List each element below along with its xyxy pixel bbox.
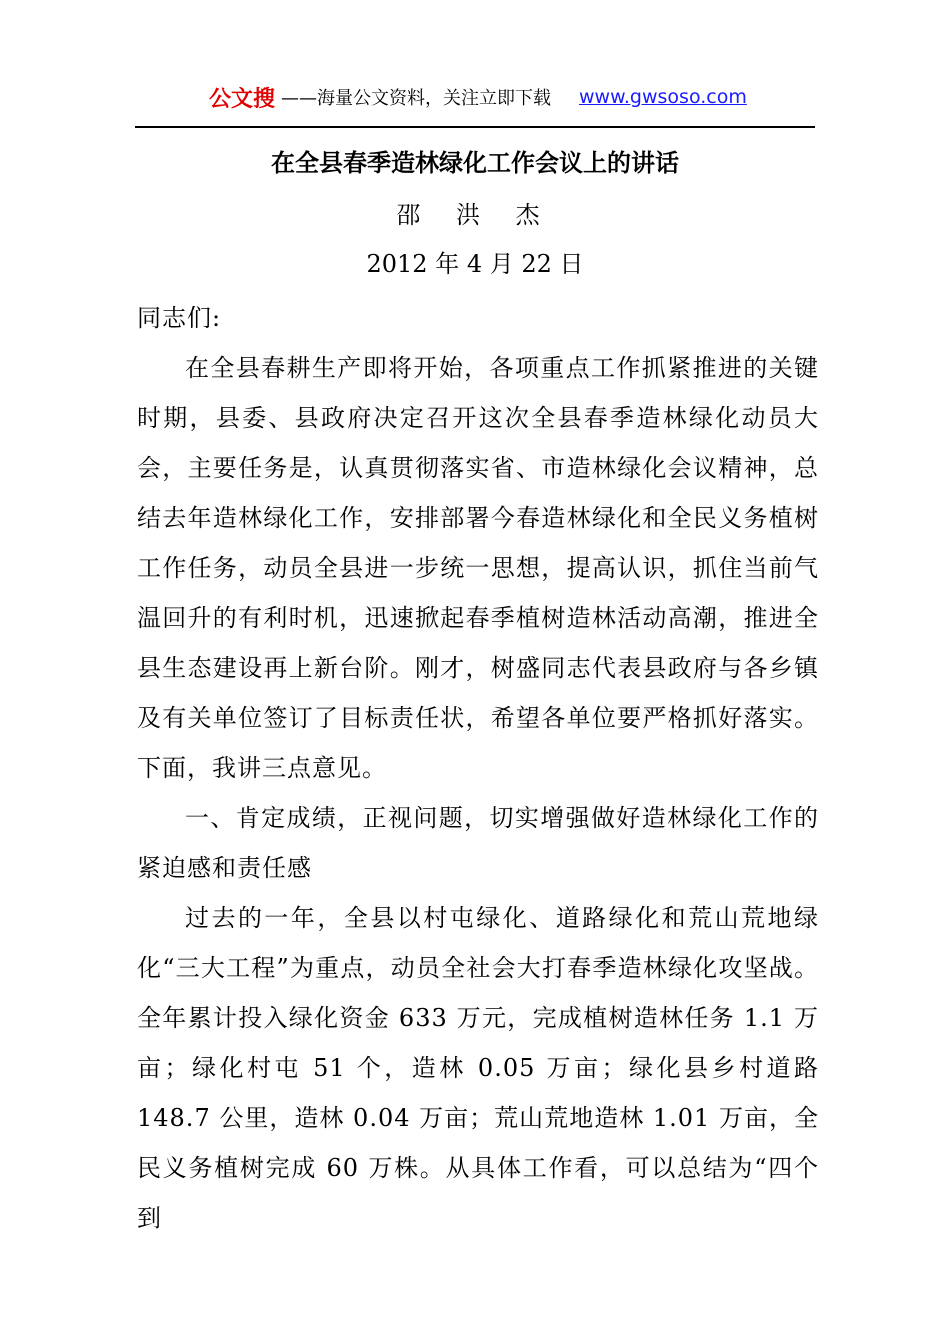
website-link[interactable]: www.gwsoso.com bbox=[579, 86, 747, 108]
header-slogan: ——海量公文资料，关注立即下载 bbox=[281, 88, 552, 109]
site-header bbox=[135, 80, 815, 114]
brand-logo: 公文搜 bbox=[209, 86, 276, 112]
document-date: 2012 年 4 月 22 日 bbox=[366, 250, 584, 278]
document-title: 在全县春季造林绿化工作会议上的讲话 bbox=[271, 149, 679, 177]
document-author: 邵 洪 杰 bbox=[396, 201, 554, 229]
header-divider bbox=[135, 126, 815, 128]
body-paragraph: 在全县春耕生产即将开始，各项重点工作抓紧推进的关键时期，县委、县政府决定召开这次全县春季造林绿化动员大会，主要任务是，认真贯彻落实省、市造林绿化会议精神，总结去年造林绿化工作，安排部署今春造林绿化和全民义务植树工作任务，动员全县进一步统一思想，提高认识，抓住当前气温回升的有利时机，迅速掀起春季植树造林活动高潮，推进全县生态建设再上新台阶。刚才，树盛同志代表县政府与各乡镇及有关单位签订了目标责任状，希望各单位要严格抓好落实。下面，我讲三点意见。 bbox=[137, 354, 819, 782]
body-paragraph: 过去的一年，全县以村屯绿化、道路绿化和荒山荒地绿化“三大工程”为重点，动员全社会大打春季造林绿化攻坚战。全年累计投入绿化资金 633 万元，完成植树造林任务 1.1 万亩；绿化村屯 51 个，造林 0.05 万亩；绿化县乡村道路 148.7 公里，造林 0.04 万亩；荒山荒地造林 1.01 万亩，全民义务植树完成 60 万株。从具体工作看，可以总结为“四个到 bbox=[137, 904, 819, 1232]
document-body bbox=[137, 293, 819, 1243]
section-heading: 一、肯定成绩，正视问题，切实增强做好造林绿化工作的紧迫感和责任感 bbox=[137, 804, 819, 882]
salutation: 同志们: bbox=[137, 304, 222, 332]
